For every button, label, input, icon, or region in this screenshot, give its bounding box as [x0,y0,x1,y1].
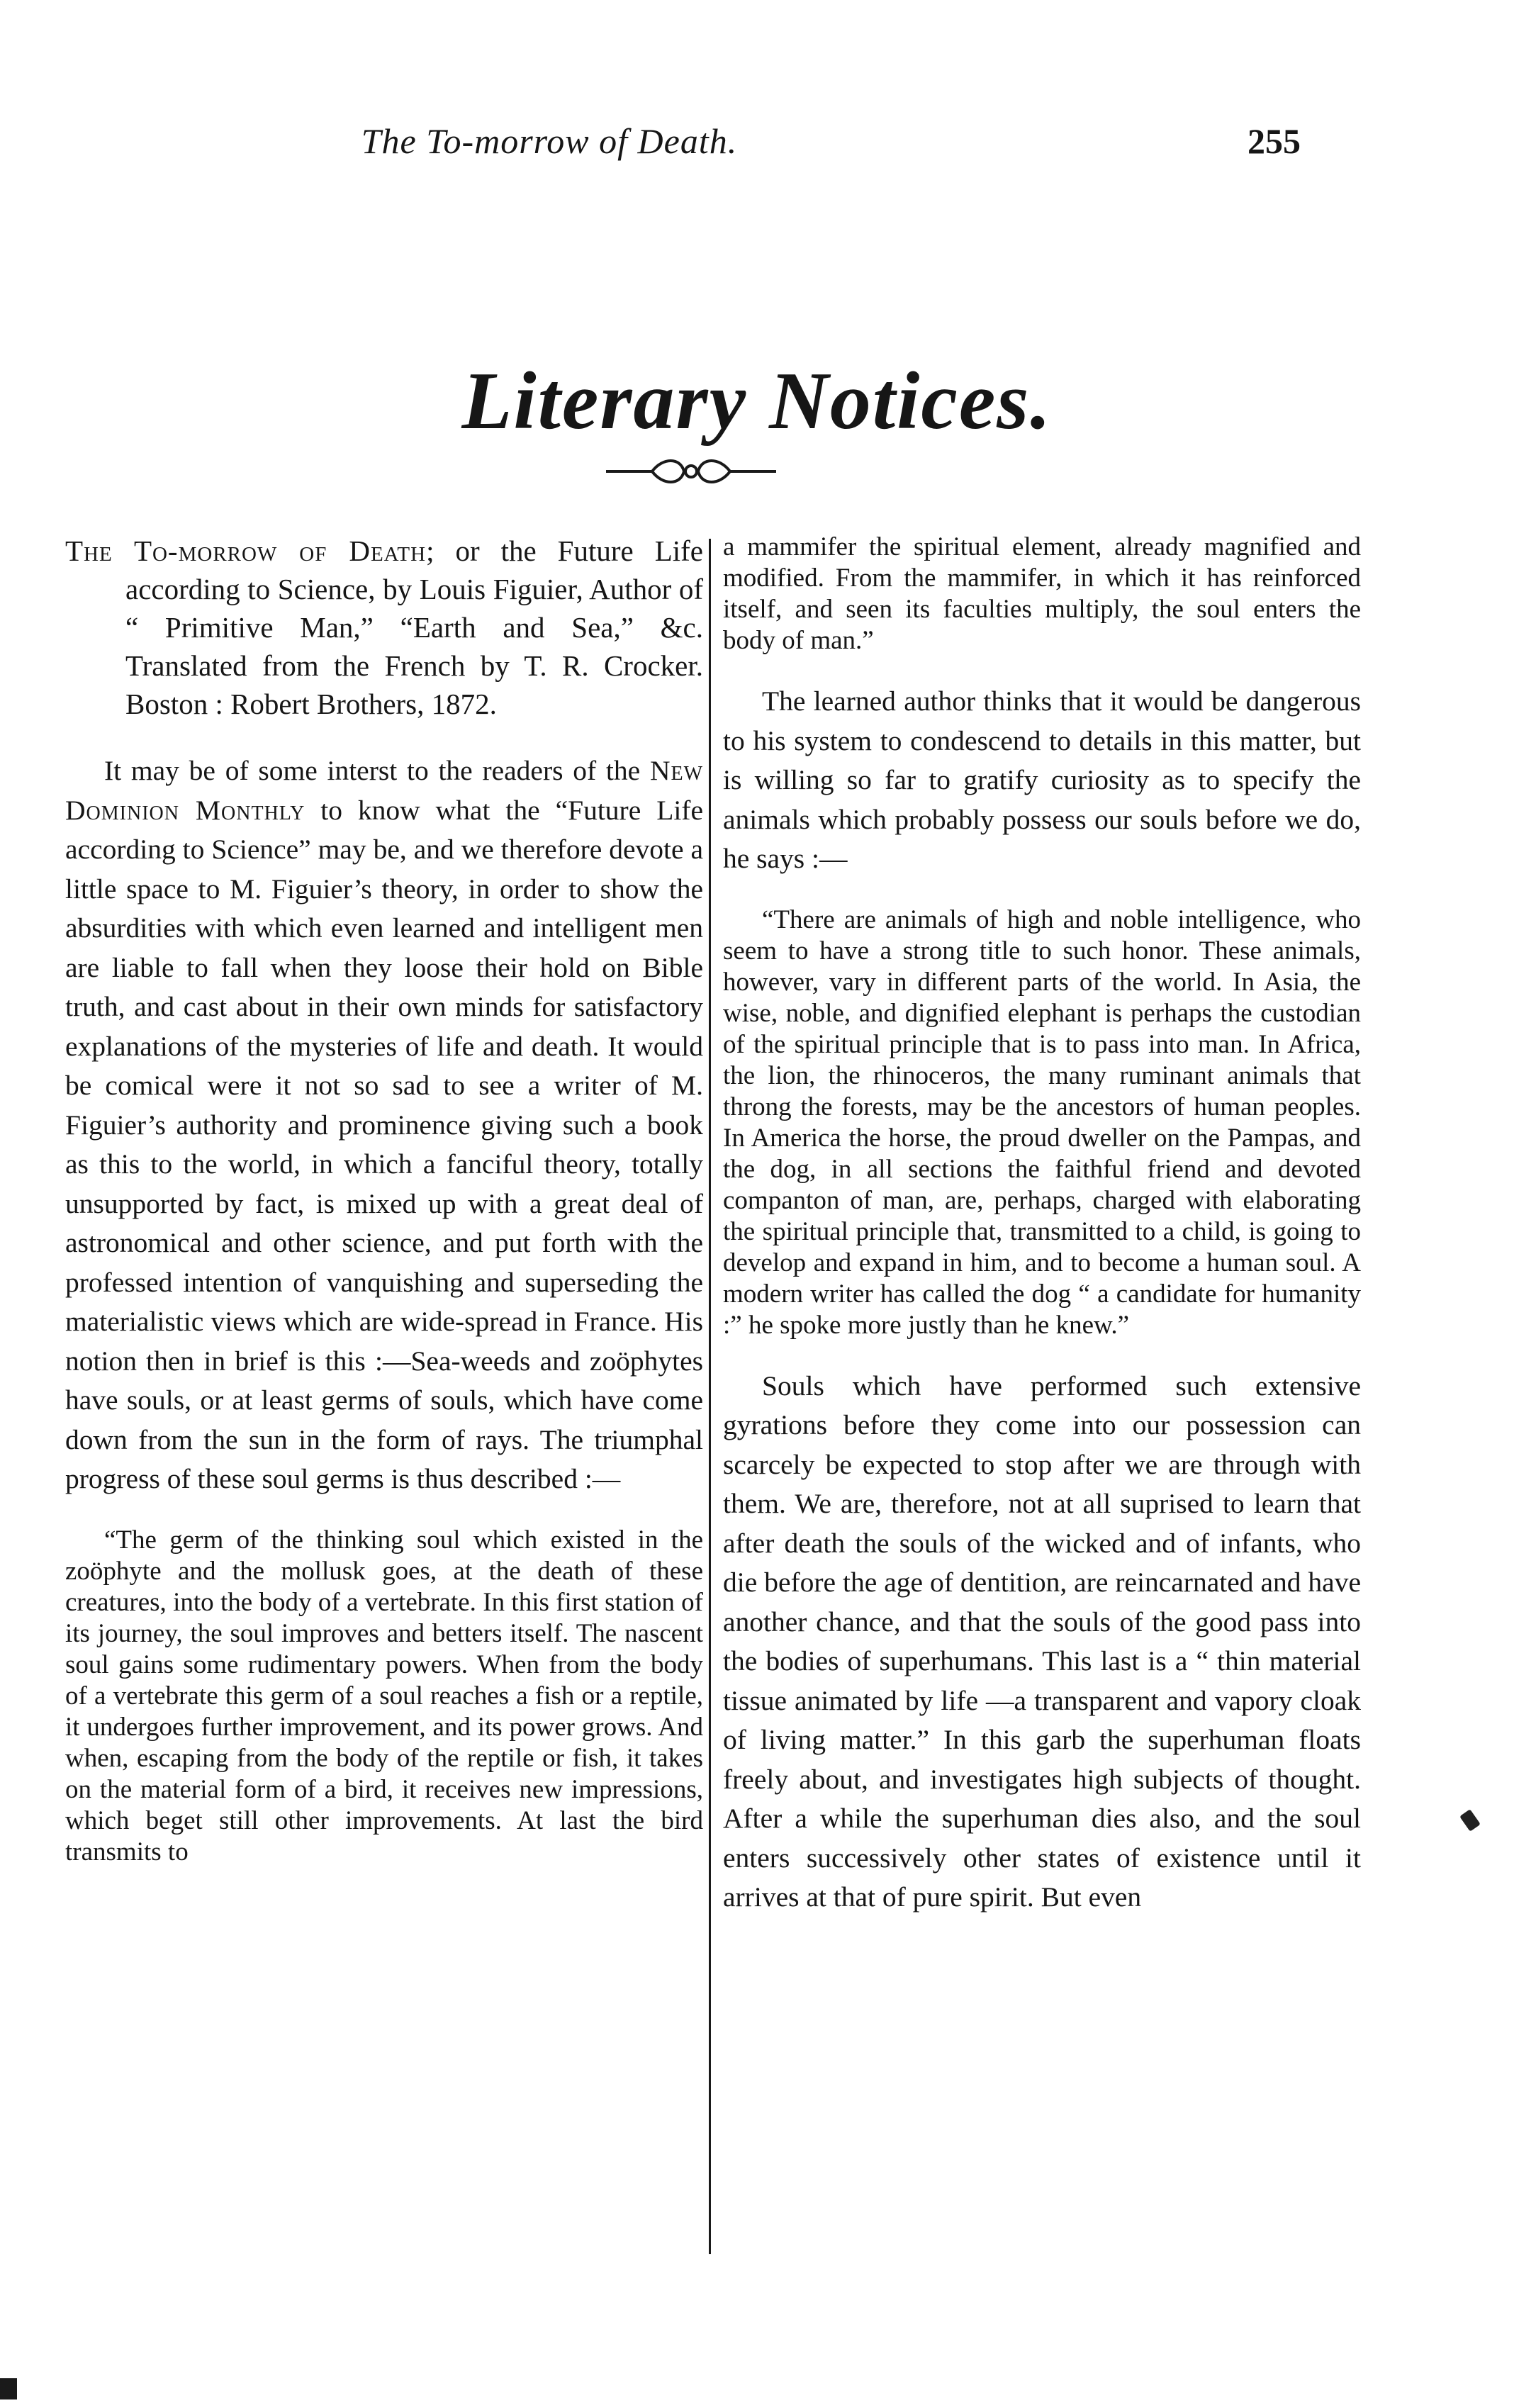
quoted-passage-1-continued: a mammifer the spiritual element, already magnified and modified. From the mammifer, in which it has reinforced itself, and seen its faculties multiply, the soul enters the body of man.” [723,532,1361,655]
magazine-name: New Dominion Monthly [65,755,703,826]
section-title: Literary Notices. [461,356,1053,447]
book-title: The To-morrow of Death [65,534,427,567]
page-number: 255 [1247,121,1301,161]
review-paragraph-2: The learned author thinks that it would be dangerous to his system to condescend to details in this matter, but is willing so far to gratify curiosity as to specify the animals which probably possess our souls before we do, he says :— [723,685,1361,874]
left-column [65,532,703,1893]
quoted-passage-1: “The germ of the thinking soul which existed in the zoöphyte and the mollusk goes, at the death of these creatures, into the body of a vertebrate. In this first station of its journey, the soul improves and betters itself. The nascent soul gains some rudimentary powers. When from the body of a vertebrate this germ of a soul reaches a fish or a reptile, it undergoes further improvement, and its power grows. And when, escaping from the body of the reptile or fish, it takes on the material form of a bird, it receives new impressions, which beget still other improvements. At last the bird transmits to [65,1525,703,1866]
review-paragraph-3: Souls which have performed such extensive gyrations before they come into our possession can scarcely be expected to stop after we are through with them. We are, therefore, not at all suprised to learn that after death the souls of the wicked and of infants, who die before the age of dentition, are reincarnated and have another chance, and that the souls of the good pass into the bodies of superhumans. This last is a “ thin material tissue animated by life —a transparent and vapory cloak of living matter.” In this garb the superhuman floats freely about, and investigates high subjects of thought. After a while the superhuman dies also, and the soul enters successively other states of existence until it arrives at that of pure spirit. But even [723,1370,1361,1913]
quoted-passage-2: “There are animals of high and noble intelligence, who seem to have a strong title to such honor. These animals, however, vary in different parts of the world. In Asia, the wise, noble, and dignified elephant is perhaps the custodian of the spiritual principle that is to pass into man. In Africa, the lion, the rhinoceros, the many ruminant animals that throng the forests, may be the ancestors of human peoples. In America the horse, the proud dweller on the Pampas, and the dog, in all sections the faithful friend and devoted companton of man, are, perhaps, charged with elaborating the spiritual principle that, transmitted to a child, is going to develop and expand in him, and to become a human soul. A modern writer has called the dog “ a candidate for humanity :” he spoke more justly than he knew.” [723,905,1361,1340]
page-edge-mark [0,2378,17,2399]
decorative-flourish-icon [602,447,780,496]
book-citation [65,532,703,723]
paragraph-text-start: It may be of some interst to the readers of the [104,755,650,786]
ink-speck [1459,1809,1481,1832]
column-divider [709,539,711,2254]
review-paragraph-1 [65,751,703,1499]
right-column [723,532,1361,1943]
running-head-title: The To-morrow of Death. [361,121,738,161]
book-citation-details: ; or the Future Life according to Science, by Louis Figuier, Author of “ Primitive Man,” “Earth and Sea,” &c. Translated from the French by T. R. Crocker. Boston : Robert Brothers, 1872. [125,534,703,720]
paragraph-text-end: to know what the “Future Life according to Science” may be, and we therefore devote a little space to M. Figuier’s theory, in order to show the absurdities with which even learned and intelligent men are liable to fall when they loose their hold on Bible truth, and cast about in their own minds for satisfactory explanations of the mysteries of life and death. It would be comical were it not so sad to see a writer of M. Figuier’s authority and prominence giving such a book as this to the world, in which a fanciful theory, totally unsupported by fact, is mixed up with a great deal of astronomical and other science, and put forth with the professed intention of vanquishing and superseding the materialistic views which are wide-spread in France. His notion then in brief is this :—Sea-weeds and zoöphytes have souls, or at least germs of souls, which have come down from the sun in the form of rays. The triumphal progress of these soul germs is thus described :— [65,794,703,1494]
